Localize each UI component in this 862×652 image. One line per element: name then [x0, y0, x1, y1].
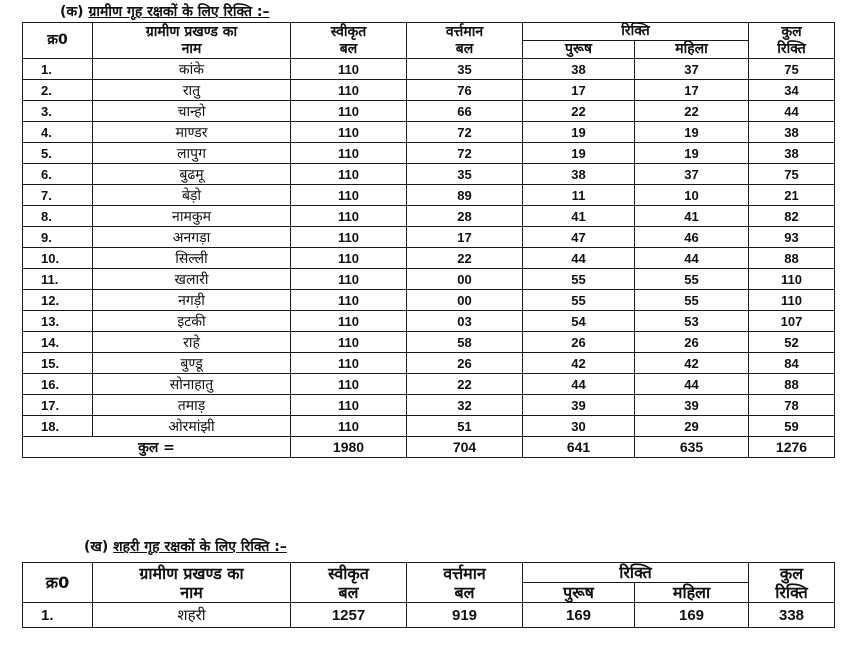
- rural-cell-total: 110: [749, 290, 835, 311]
- total-vacancy: 1276: [749, 437, 835, 458]
- rural-cell-total: 82: [749, 206, 835, 227]
- rural-cell-sanctioned: 110: [291, 353, 407, 374]
- rural-cell-total: 78: [749, 395, 835, 416]
- total-male: 641: [523, 437, 635, 458]
- header-total-vacancy: [749, 23, 835, 59]
- header-block-name-line2: नाम: [181, 40, 202, 57]
- rural-cell-male: 41: [523, 206, 635, 227]
- urban-header-male: पुरूष: [523, 583, 635, 603]
- urban-header-vacancy: रिक्ति: [523, 563, 749, 583]
- rural-cell-sanctioned: 110: [291, 395, 407, 416]
- rural-cell-total: 38: [749, 143, 835, 164]
- header-current: [407, 23, 523, 59]
- rural-table-row: [23, 290, 835, 311]
- rural-cell-female: 44: [635, 248, 749, 269]
- rural-cell-sanctioned: 110: [291, 80, 407, 101]
- rural-cell-sanctioned: 110: [291, 122, 407, 143]
- rural-cell-total: 75: [749, 59, 835, 80]
- rural-cell-current: 32: [407, 395, 523, 416]
- rural-cell-female: 37: [635, 59, 749, 80]
- rural-cell-name: बुण्डू: [93, 353, 291, 374]
- header-total-line1: कुल: [781, 23, 802, 40]
- urban-cell-sanctioned: 1257: [291, 603, 407, 628]
- rural-cell-sn: 6.: [23, 164, 93, 185]
- rural-cell-sn: 16.: [23, 374, 93, 395]
- rural-cell-current: 28: [407, 206, 523, 227]
- rural-table-row: [23, 101, 835, 122]
- rural-cell-female: 42: [635, 353, 749, 374]
- rural-cell-sn: 11.: [23, 269, 93, 290]
- rural-cell-sn: 8.: [23, 206, 93, 227]
- rural-cell-sanctioned: 110: [291, 269, 407, 290]
- header-current-line1: वर्त्तमान: [445, 23, 484, 40]
- rural-cell-name: खलारी: [93, 269, 291, 290]
- rural-cell-sn: 12.: [23, 290, 93, 311]
- rural-cell-sanctioned: 110: [291, 185, 407, 206]
- rural-cell-female: 22: [635, 101, 749, 122]
- rural-cell-current: 66: [407, 101, 523, 122]
- rural-cell-name: राहे: [93, 332, 291, 353]
- header-serial: क्र0: [23, 23, 93, 59]
- rural-cell-sanctioned: 110: [291, 59, 407, 80]
- rural-cell-current: 22: [407, 374, 523, 395]
- rural-cell-male: 44: [523, 374, 635, 395]
- rural-cell-current: 72: [407, 143, 523, 164]
- rural-cell-sn: 2.: [23, 80, 93, 101]
- rural-cell-female: 26: [635, 332, 749, 353]
- rural-cell-sanctioned: 110: [291, 206, 407, 227]
- rural-table-row: [23, 143, 835, 164]
- urban-cell-current: 919: [407, 603, 523, 628]
- section-a-title: [60, 2, 269, 21]
- rural-cell-male: 55: [523, 269, 635, 290]
- rural-table-body: [23, 59, 835, 458]
- rural-cell-name: तमाड़: [93, 395, 291, 416]
- rural-cell-sn: 14.: [23, 332, 93, 353]
- rural-cell-current: 17: [407, 227, 523, 248]
- rural-cell-female: 17: [635, 80, 749, 101]
- rural-cell-sn: 9.: [23, 227, 93, 248]
- rural-cell-sanctioned: 110: [291, 101, 407, 122]
- rural-cell-male: 22: [523, 101, 635, 122]
- section-b-title: [84, 537, 287, 556]
- rural-cell-female: 55: [635, 269, 749, 290]
- rural-cell-name: सोनाहातु: [93, 374, 291, 395]
- rural-cell-sn: 4.: [23, 122, 93, 143]
- rural-cell-total: 44: [749, 101, 835, 122]
- rural-cell-total: 88: [749, 374, 835, 395]
- rural-cell-total: 52: [749, 332, 835, 353]
- rural-cell-name: सिल्ली: [93, 248, 291, 269]
- rural-table-row: [23, 59, 835, 80]
- rural-cell-sanctioned: 110: [291, 332, 407, 353]
- section-a-heading: ग्रामीण गृह रक्षकों के लिए रिक्ति :–: [88, 4, 270, 20]
- rural-cell-current: 00: [407, 269, 523, 290]
- rural-cell-male: 39: [523, 395, 635, 416]
- rural-cell-female: 39: [635, 395, 749, 416]
- total-female: 635: [635, 437, 749, 458]
- rural-cell-sn: 18.: [23, 416, 93, 437]
- rural-table-row: [23, 353, 835, 374]
- rural-cell-female: 44: [635, 374, 749, 395]
- rural-cell-sanctioned: 110: [291, 374, 407, 395]
- rural-cell-current: 89: [407, 185, 523, 206]
- rural-table-row: [23, 80, 835, 101]
- rural-cell-sn: 7.: [23, 185, 93, 206]
- rural-cell-male: 17: [523, 80, 635, 101]
- rural-cell-male: 38: [523, 59, 635, 80]
- rural-cell-sn: 15.: [23, 353, 93, 374]
- urban-cell-female: 169: [635, 603, 749, 628]
- total-sanctioned: 1980: [291, 437, 407, 458]
- rural-cell-male: 42: [523, 353, 635, 374]
- rural-cell-male: 38: [523, 164, 635, 185]
- urban-table-row: [23, 603, 835, 628]
- rural-cell-sanctioned: 110: [291, 311, 407, 332]
- rural-cell-sn: 17.: [23, 395, 93, 416]
- rural-cell-female: 55: [635, 290, 749, 311]
- rural-cell-male: 44: [523, 248, 635, 269]
- urban-header-current-line2: बल: [454, 582, 475, 602]
- rural-cell-current: 35: [407, 164, 523, 185]
- rural-cell-sn: 1.: [23, 59, 93, 80]
- rural-cell-total: 107: [749, 311, 835, 332]
- rural-cell-current: 22: [407, 248, 523, 269]
- urban-header-sanctioned: [291, 563, 407, 603]
- rural-cell-current: 03: [407, 311, 523, 332]
- section-a-prefix: (क): [60, 4, 84, 20]
- header-sanctioned: [291, 23, 407, 59]
- urban-header-female: महिला: [635, 583, 749, 603]
- rural-cell-male: 54: [523, 311, 635, 332]
- urban-header-block-name-line1: ग्रामीण प्रखण्ड का: [139, 563, 244, 583]
- urban-header-current: [407, 563, 523, 603]
- urban-header-serial: क्र0: [23, 563, 93, 603]
- rural-cell-sn: 5.: [23, 143, 93, 164]
- rural-table-row: [23, 185, 835, 206]
- rural-table-row: [23, 374, 835, 395]
- urban-cell-male: 169: [523, 603, 635, 628]
- header-block-name: [93, 23, 291, 59]
- rural-cell-name: माण्डर: [93, 122, 291, 143]
- rural-cell-sanctioned: 110: [291, 248, 407, 269]
- rural-cell-sanctioned: 110: [291, 290, 407, 311]
- rural-cell-female: 46: [635, 227, 749, 248]
- rural-cell-current: 72: [407, 122, 523, 143]
- rural-cell-current: 76: [407, 80, 523, 101]
- rural-cell-male: 19: [523, 143, 635, 164]
- rural-table-row: [23, 395, 835, 416]
- rural-cell-total: 38: [749, 122, 835, 143]
- rural-cell-female: 37: [635, 164, 749, 185]
- urban-cell-sn: 1.: [23, 603, 93, 628]
- rural-cell-sanctioned: 110: [291, 143, 407, 164]
- rural-total-row: [23, 437, 835, 458]
- rural-cell-name: नगड़ी: [93, 290, 291, 311]
- header-female: महिला: [635, 41, 749, 59]
- rural-cell-name: कांके: [93, 59, 291, 80]
- rural-cell-male: 55: [523, 290, 635, 311]
- urban-cell-name: शहरी: [93, 603, 291, 628]
- rural-cell-female: 19: [635, 122, 749, 143]
- rural-cell-name: लापुग: [93, 143, 291, 164]
- rural-cell-current: 51: [407, 416, 523, 437]
- urban-header-block-name: [93, 563, 291, 603]
- rural-cell-sanctioned: 110: [291, 416, 407, 437]
- rural-cell-total: 88: [749, 248, 835, 269]
- rural-cell-female: 19: [635, 143, 749, 164]
- rural-cell-female: 10: [635, 185, 749, 206]
- urban-header-total-line2: रिक्ति: [775, 582, 808, 602]
- rural-cell-name: ओरमांझी: [93, 416, 291, 437]
- rural-cell-total: 59: [749, 416, 835, 437]
- urban-table-body: [23, 603, 835, 628]
- rural-cell-current: 26: [407, 353, 523, 374]
- rural-cell-total: 84: [749, 353, 835, 374]
- urban-header-sanctioned-line2: बल: [338, 582, 359, 602]
- rural-cell-sn: 10.: [23, 248, 93, 269]
- rural-table-row: [23, 227, 835, 248]
- urban-header-total-vacancy: [749, 563, 835, 603]
- rural-table-row: [23, 269, 835, 290]
- rural-cell-male: 47: [523, 227, 635, 248]
- urban-header-block-name-line2: नाम: [180, 582, 203, 602]
- rural-cell-current: 35: [407, 59, 523, 80]
- rural-cell-current: 58: [407, 332, 523, 353]
- urban-header-sanctioned-line1: स्वीकृत: [328, 563, 369, 583]
- urban-header-current-line1: वर्त्तमान: [443, 563, 486, 583]
- rural-table-row: [23, 122, 835, 143]
- rural-cell-female: 29: [635, 416, 749, 437]
- rural-cell-total: 75: [749, 164, 835, 185]
- header-sanctioned-line2: बल: [339, 40, 358, 57]
- header-total-line2: रिक्ति: [777, 40, 806, 57]
- rural-cell-name: इटकी: [93, 311, 291, 332]
- header-sanctioned-line1: स्वीकृत: [330, 23, 367, 40]
- rural-cell-sanctioned: 110: [291, 227, 407, 248]
- header-current-line2: बल: [455, 40, 474, 57]
- rural-cell-name: बुढमू: [93, 164, 291, 185]
- rural-cell-male: 19: [523, 122, 635, 143]
- urban-vacancy-table: [22, 562, 835, 628]
- header-block-name-line1: ग्रामीण प्रखण्ड का: [145, 23, 238, 40]
- rural-table-row: [23, 332, 835, 353]
- rural-cell-sn: 13.: [23, 311, 93, 332]
- section-b-heading: शहरी गृह रक्षकों के लिए रिक्ति :–: [113, 539, 287, 555]
- rural-cell-sn: 3.: [23, 101, 93, 122]
- rural-cell-name: नामकुम: [93, 206, 291, 227]
- rural-cell-female: 41: [635, 206, 749, 227]
- rural-table-row: [23, 311, 835, 332]
- total-current: 704: [407, 437, 523, 458]
- rural-cell-name: बेड़ो: [93, 185, 291, 206]
- rural-cell-name: चान्हो: [93, 101, 291, 122]
- rural-cell-name: अनगड़ा: [93, 227, 291, 248]
- rural-table-row: [23, 416, 835, 437]
- rural-cell-female: 53: [635, 311, 749, 332]
- rural-table-row: [23, 164, 835, 185]
- rural-table-row: [23, 206, 835, 227]
- rural-table-row: [23, 248, 835, 269]
- rural-cell-total: 93: [749, 227, 835, 248]
- rural-cell-total: 110: [749, 269, 835, 290]
- urban-cell-total: 338: [749, 603, 835, 628]
- urban-header-total-line1: कुल: [779, 563, 804, 583]
- rural-cell-male: 26: [523, 332, 635, 353]
- rural-cell-name: रातु: [93, 80, 291, 101]
- rural-cell-male: 30: [523, 416, 635, 437]
- rural-vacancy-table: [22, 22, 835, 458]
- rural-cell-sanctioned: 110: [291, 164, 407, 185]
- total-label: कुल =: [23, 437, 291, 458]
- header-male: पुरूष: [523, 41, 635, 59]
- rural-cell-total: 34: [749, 80, 835, 101]
- rural-cell-male: 11: [523, 185, 635, 206]
- header-vacancy: रिक्ति: [523, 23, 749, 41]
- rural-cell-total: 21: [749, 185, 835, 206]
- rural-cell-current: 00: [407, 290, 523, 311]
- section-b-prefix: (ख): [84, 539, 109, 555]
